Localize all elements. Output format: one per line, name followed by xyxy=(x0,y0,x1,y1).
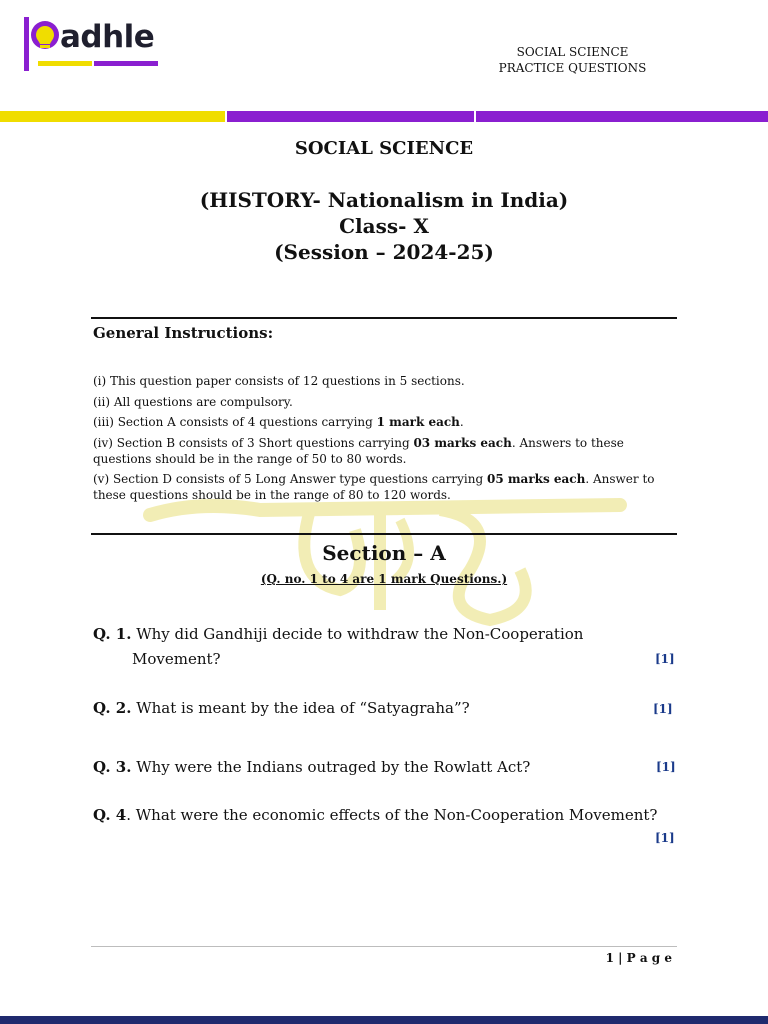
question-3 xyxy=(93,755,530,779)
instruction-text: (v) Section D consists of 5 Long Answer type questions carrying xyxy=(93,472,487,486)
instructions-heading: General Instructions: xyxy=(93,324,274,342)
instruction-bold: 05 marks each xyxy=(486,472,586,486)
question-number: Q. 1. xyxy=(93,625,132,643)
instructions-top-rule xyxy=(91,317,677,319)
instruction-text: . Answer to these questions should be in the range of 80 to 120 words. xyxy=(93,472,655,502)
question-text: Why were the Indians outraged by the Rowlatt Act? xyxy=(136,758,531,776)
question-4 xyxy=(93,803,657,827)
page-number: 1 | P a g e xyxy=(605,951,672,965)
instruction-item xyxy=(93,414,653,430)
instruction-text: (iv) Section B consists of 3 Short questions carrying xyxy=(93,436,414,450)
footer-bar xyxy=(0,1016,768,1024)
question-number: Q. 3. xyxy=(93,758,132,776)
instruction-text: (i) This question paper consists of 12 questions in 5 sections. xyxy=(93,374,465,388)
instruction-item xyxy=(93,435,633,467)
question-number: Q. 2. xyxy=(93,699,132,717)
header-line-1: SOCIAL SCIENCE xyxy=(516,45,629,59)
header-bar-purple-2 xyxy=(476,111,768,122)
padhle-logo xyxy=(22,15,172,73)
section-title: Section – A xyxy=(322,541,446,565)
instructions-bottom-rule xyxy=(91,533,677,535)
session-title: (Session – 2024-25) xyxy=(274,240,494,264)
question-1 xyxy=(93,622,583,646)
page-title: SOCIAL SCIENCE xyxy=(294,138,474,159)
header-line-2: PRACTICE QUESTIONS xyxy=(498,61,647,75)
question-number: Q. 4 xyxy=(93,806,127,824)
question-1-marks: [1] xyxy=(655,652,675,666)
footer-rule xyxy=(91,946,677,947)
instruction-item xyxy=(93,471,658,503)
chapter-title: (HISTORY- Nationalism in India) xyxy=(199,188,569,212)
question-text: What is meant by the idea of “Satyagraha”? xyxy=(136,699,470,717)
header-bar-yellow xyxy=(0,111,225,122)
instruction-text: . xyxy=(459,415,464,429)
question-text: Why did Gandhiji decide to withdraw the Non-Cooperation xyxy=(136,625,584,643)
instruction-bold: 1 mark each xyxy=(376,415,460,429)
question-2 xyxy=(93,696,470,720)
question-4-marks: [1] xyxy=(655,831,675,845)
instruction-text: . Answers to these questions should be in the range of 50 to 80 words. xyxy=(93,436,624,466)
header-subject xyxy=(470,44,675,76)
instruction-text: (iii) Section A consists of 4 questions carrying xyxy=(93,415,377,429)
instruction-item xyxy=(93,373,653,389)
question-2-marks: [1] xyxy=(653,702,673,716)
section-subtitle: (Q. no. 1 to 4 are 1 mark Questions.) xyxy=(260,572,508,586)
question-1-line-2: Movement? xyxy=(132,650,221,668)
logo-text: adhle xyxy=(60,19,155,55)
instruction-bold: 03 marks each xyxy=(413,436,512,450)
instruction-item xyxy=(93,394,653,410)
question-text: . What were the economic effects of the Non-Cooperation Movement? xyxy=(126,806,658,824)
question-3-marks: [1] xyxy=(656,760,676,774)
instruction-text: (ii) All questions are compulsory. xyxy=(93,395,293,409)
class-title: Class- X xyxy=(339,214,429,238)
header-bar-purple-1 xyxy=(227,111,474,122)
